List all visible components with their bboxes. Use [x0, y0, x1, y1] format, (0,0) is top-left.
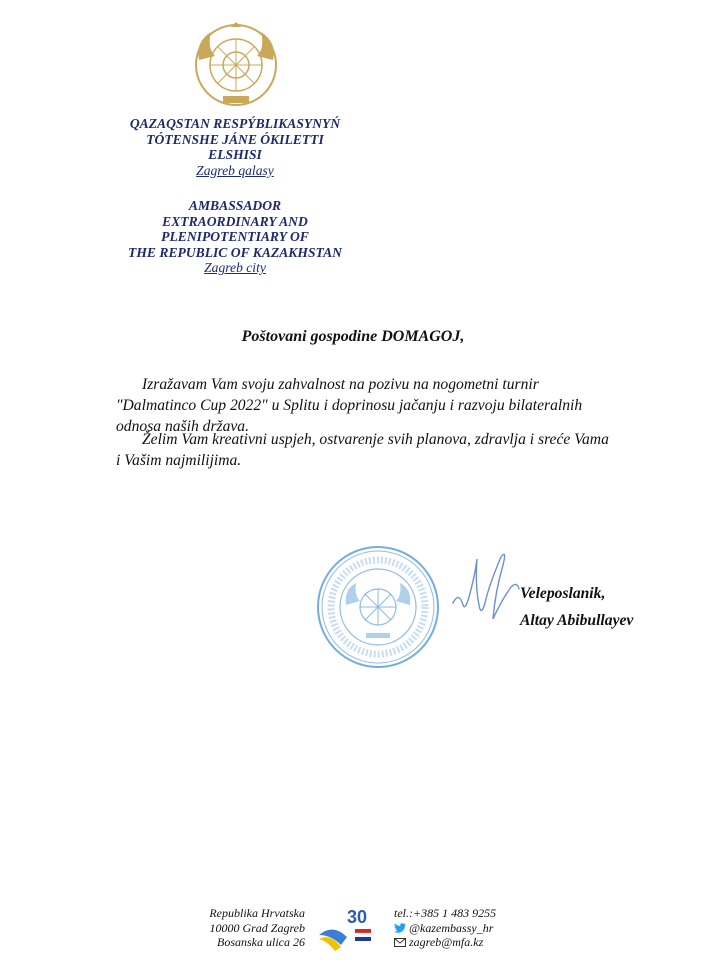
phone-text: tel.:+385 1 483 9255	[394, 906, 497, 920]
embassy-seal-icon	[316, 545, 440, 669]
english-city: Zagreb city	[204, 260, 266, 276]
handwritten-signature-icon	[445, 545, 525, 635]
kazakh-header-line: ELSHISI	[208, 147, 262, 163]
english-header-line: EXTRAORDINARY AND	[162, 213, 308, 229]
contact-twitter-row[interactable]	[394, 921, 496, 936]
contact-phone-row	[394, 906, 496, 921]
twitter-icon	[394, 923, 406, 933]
english-header-line: THE REPUBLIC OF KAZAKHSTAN	[128, 244, 342, 260]
signature-name: Altay Abibullayev	[520, 612, 634, 629]
english-header-line: AMBASSADOR	[188, 198, 282, 213]
english-header	[115, 198, 355, 276]
greeting: Poštovani gospodine DOMAGOJ,	[241, 328, 465, 345]
kazakh-header	[115, 116, 355, 178]
kazakh-header-line: TÓTENSHE JÁNE ÓKILETTI	[146, 131, 324, 147]
footer-contact	[394, 906, 496, 950]
email-address[interactable]: zagreb@mfa.kz	[409, 935, 484, 949]
twitter-handle[interactable]: @kazembassy_hr	[409, 920, 494, 935]
address-line: 10000 Grad Zagreb	[209, 920, 305, 935]
signature-title: Veleposlanik,	[520, 585, 606, 602]
logo-number: 30	[347, 907, 368, 927]
body-paragraph	[116, 429, 616, 471]
envelope-icon	[394, 938, 406, 947]
anniversary-30-logo-icon	[317, 903, 379, 953]
address-line: Bosanska ulica 26	[217, 935, 305, 949]
kazakh-header-line: QAZAQSTAN RESPÝBLIKASYNYŃ	[129, 116, 341, 131]
body-paragraph-text: Izražavam Vam svoju zahvalnost na pozivu na nogometni turnir "Dalmatinco Cup 2022" u Splitu i doprinosu jačanju i razvoju bilateralnih odnosa naših država.	[116, 376, 583, 435]
kazakhstan-emblem-icon	[193, 22, 279, 108]
body-paragraph-text: Želim Vam kreativni uspjeh, ostvarenje svih planova, zdravlja i sreće Vama i Vašim najmilijima.	[116, 431, 609, 469]
body-paragraph	[116, 374, 616, 437]
address-line: Republika Hrvatska	[209, 906, 305, 920]
footer-address	[190, 906, 305, 950]
contact-email-row[interactable]	[394, 935, 496, 950]
kazakh-city: Zagreb qalasy	[196, 162, 274, 178]
english-header-line: PLENIPOTENTIARY OF	[161, 229, 309, 245]
